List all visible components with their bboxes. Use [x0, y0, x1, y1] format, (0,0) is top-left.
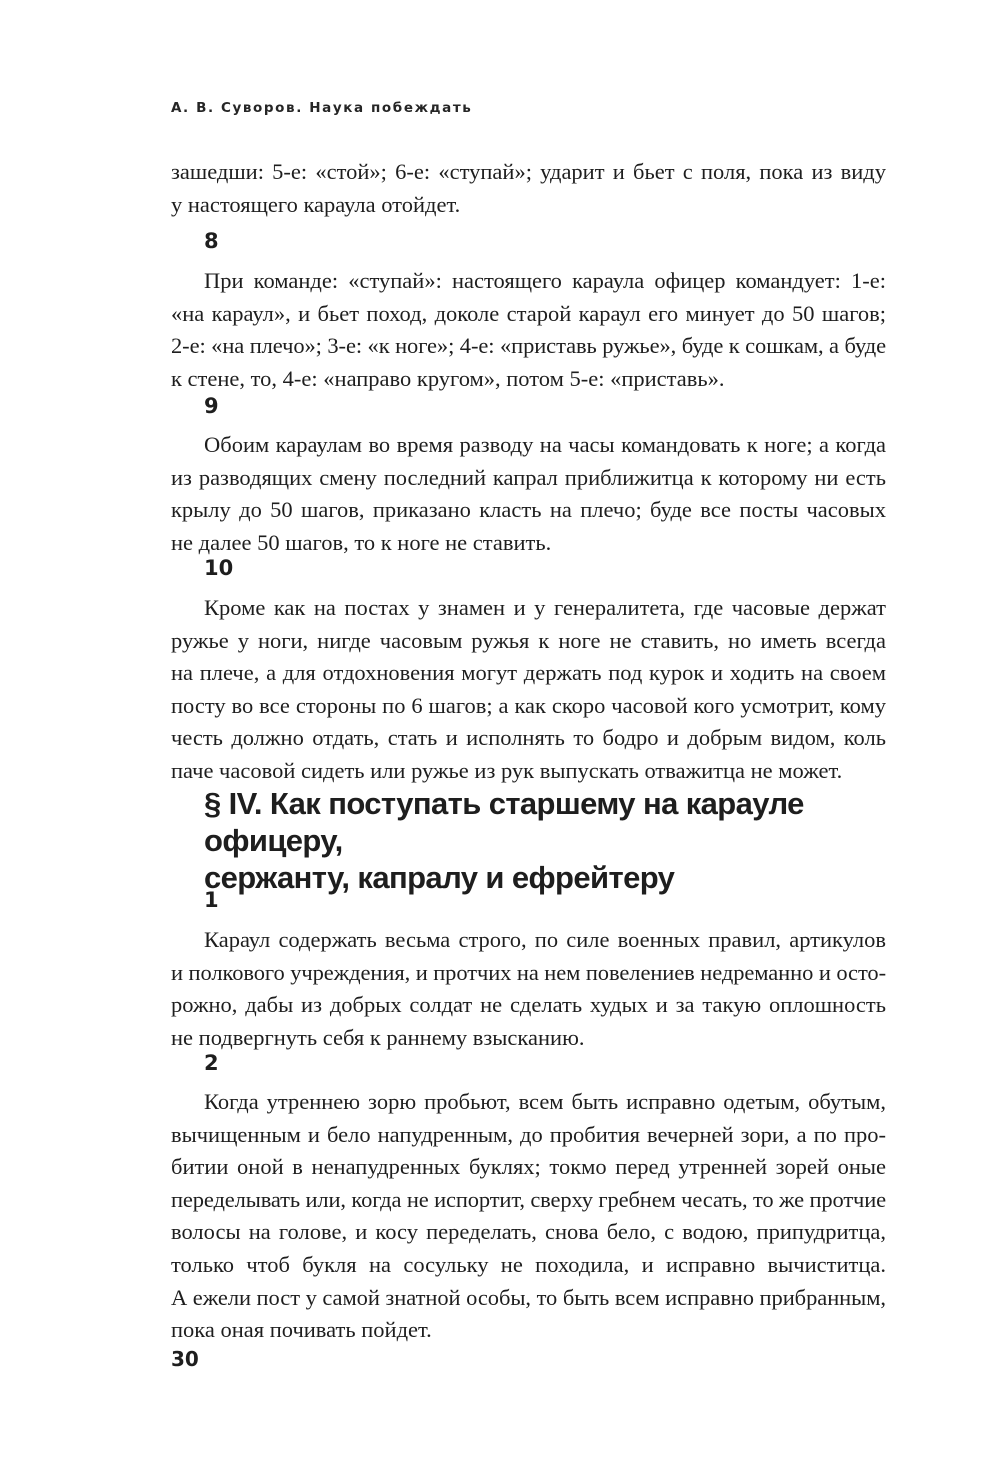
- item-number: 9: [204, 394, 219, 418]
- text-line: Когда утреннею зорю пробьют, всем быть исправно одетым, обутым,: [204, 1089, 886, 1114]
- section-heading: [204, 785, 894, 896]
- item-paragraph: [171, 1086, 886, 1347]
- text-line: 2-е: «на плечо»; 3-е: «к ноге»; 4-е: «приставь ружье», буде к сошкам, а буде: [171, 333, 886, 359]
- item-number: 10: [204, 556, 234, 580]
- text-line: из разводящих смену последний капрал приближитца к которому ни есть: [171, 464, 886, 490]
- text-line: вычищенным и бело напудренным, до пробития вечерней зори, а по про-: [171, 1121, 886, 1147]
- text-line: не далее 50 шагов, то к ноге не ставить.: [171, 529, 552, 555]
- text-line: пока оная почивать пойдет.: [171, 1317, 432, 1343]
- text-line: Кроме как на постах у знамен и у генералитета, где часовые держат: [204, 595, 886, 620]
- text-line: у настоящего караула отойдет.: [171, 191, 461, 217]
- section-heading-line: § IV. Как поступать старшему на карауле офицеру,: [204, 786, 804, 858]
- text-line: Обоим караулам во время разводу на часы командовать к ноге; а когда: [204, 432, 886, 457]
- item-number: 8: [204, 229, 219, 253]
- text-line: честь должно отдать, стать и исполнять то бодро и добрым видом, коль: [171, 725, 886, 751]
- text-line: волосы на голове, и косу переделать, снова бело, с водою, припудритца,: [171, 1219, 886, 1245]
- text-line: «на караул», и бьет поход, доколе старой караул его минует до 50 шагов;: [171, 300, 886, 326]
- item-number: 1: [204, 888, 219, 912]
- text-line: При команде: «ступай»: настоящего караула офицер командует: 1-е:: [204, 268, 886, 293]
- text-line: Караул содержать весьма строго, по силе военных правил, артикулов: [204, 927, 886, 952]
- text-line: крылу до 50 шагов, приказано класть на плечо; буде все посты часовых: [171, 497, 886, 523]
- item-number: 2: [204, 1051, 219, 1075]
- text-line: рожно, дабы из добрых солдат не сделать худых и за такую оплошность: [171, 992, 886, 1018]
- text-line: только чтоб букля на сосульку не походила, и исправно вычиститца.: [171, 1251, 886, 1277]
- text-line: паче часовой сидеть или ружье из рук выпускать отважитца не может.: [171, 757, 843, 783]
- text-line: к стене, то, 4-е: «направо кругом», потом 5-е: «приставь».: [171, 365, 725, 391]
- continuation-paragraph: [171, 156, 886, 221]
- text-line: на плече, а для отдохновения могут держать под курок и ходить на своем: [171, 660, 886, 686]
- text-line: не подвергнуть себя к раннему взысканию.: [171, 1024, 585, 1050]
- item-paragraph: [171, 429, 886, 559]
- running-head: А. В. Суворов. Наука побеждать: [171, 100, 473, 116]
- page-number: 30: [171, 1347, 199, 1371]
- text-line: зашедши: 5-е: «стой»; 6-е: «ступай»; ударит и бьет с поля, пока из виду: [171, 159, 886, 184]
- item-paragraph: [171, 265, 886, 395]
- text-line: битии оной в ненапудренных буклях; токмо перед утренней зорей оные: [171, 1154, 886, 1180]
- text-line: переделывать или, когда не испортит, сверху гребнем чесать, то же протчие: [171, 1186, 886, 1212]
- item-paragraph: [171, 924, 886, 1054]
- item-paragraph: [171, 592, 886, 788]
- text-line: и полкового учреждения, и протчих на нем повелениев недреманно и осто-: [171, 959, 886, 985]
- section-heading-line: сержанту, капралу и ефрейтеру: [204, 860, 675, 895]
- text-line: посту во все стороны по 6 шагов; а как скоро часовой кого усмотрит, кому: [171, 692, 886, 718]
- text-line: А ежели пост у самой знатной особы, то быть всем исправно прибранным,: [171, 1284, 886, 1310]
- text-line: ружье у ноги, нигде часовым ружья к ноге не ставить, но иметь всегда: [171, 627, 886, 653]
